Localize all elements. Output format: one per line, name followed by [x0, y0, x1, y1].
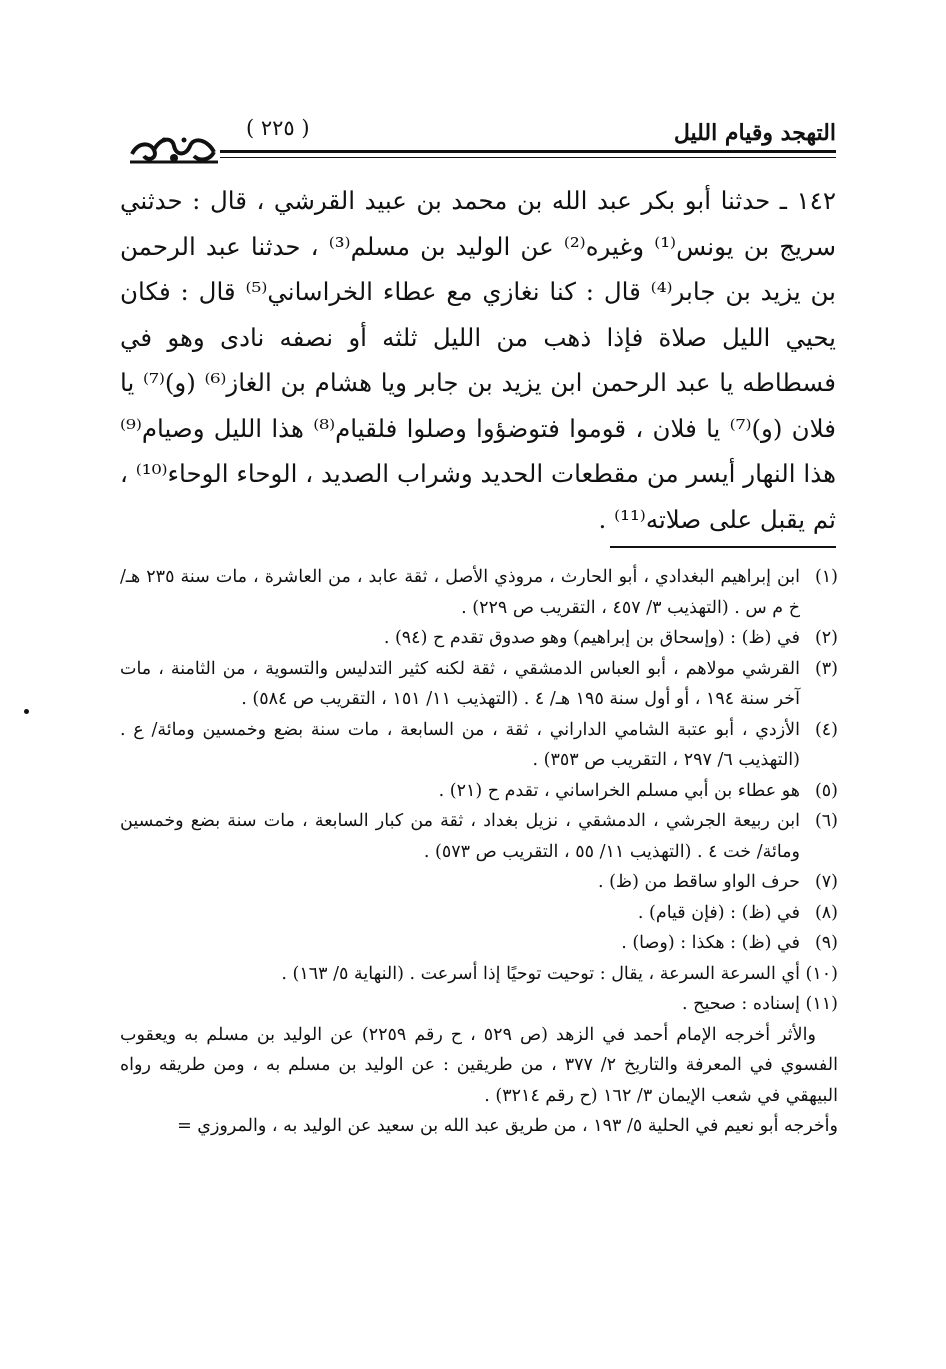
footnote-item: [120, 776, 838, 807]
footnote-number: (٢): [814, 628, 838, 648]
footnote-number: (٣): [814, 658, 838, 679]
footnote-item: [120, 715, 838, 776]
footnote-number: (٦): [814, 811, 838, 831]
footnote-text: هو عطاء بن أبي مسلم الخراساني ، تقدم ح (٢١) .: [438, 780, 800, 801]
running-title: التهجد وقيام الليل: [673, 120, 836, 146]
header-rule-thin: [220, 157, 836, 158]
footnote-continuation: وأخرجه أبو نعيم في الحلية ٥/ ١٩٣ ، من طريق عبد الله بن سعيد عن الوليد به ، والمروزي =: [177, 1116, 838, 1136]
footnote-number: (١): [814, 567, 838, 587]
footnote-text: القرشي مولاهم ، أبو العباس الدمشقي ، ثقة لكنه كثير التدليس والتسوية ، من الثامنة ، مات آخر سنة ١٩٤ ، أو أول سنة ١٩٥ هـ/ ٤ . (التهذيب ١١/ ١٥١ ، التقريب ص ٥٨٤) .: [120, 658, 800, 709]
footnote-number: (٤): [814, 719, 838, 740]
footnote-text: حرف الواو ساقط من (ظ) .: [597, 872, 800, 892]
footnote-text: ابن إبراهيم البغدادي ، أبو الحارث ، مروذي الأصل ، ثقة عابد ، من العاشرة ، مات سنة ٢٣٥ هـ/ خ م س . (التهذيب ٣/ ٤٥٧ ، التقريب ص ٢٢٩) .: [120, 567, 800, 618]
footnote-number: (١١): [805, 994, 838, 1014]
footnote-item: [120, 928, 838, 959]
footnote-text: في (ظ) : (وإسحاق بن إبراهيم) وهو صدوق تقدم ح (٩٤) .: [383, 628, 800, 648]
footnote-text: ابن ربيعة الجرشي ، الدمشقي ، نزيل بغداد ، ثقة من كبار السابعة ، مات سنة بضع وخمسين ومائة/ خت ٤ . (التهذيب ١١/ ٥٥ ، التقريب ص ٥٧٣) .: [120, 811, 800, 862]
footnote-text: إسناده : صحيح .: [682, 994, 800, 1014]
footnote-number: (٨): [814, 902, 838, 923]
footnote-item: [120, 867, 838, 898]
hadith-paragraph: ١٤٢ ـ حدثنا أبو بكر عبد الله بن محمد بن عبيد القرشي ، قال : حدثني سريج بن يونس⁽¹⁾ وغيره⁽²⁾ عن الوليد بن مسلم⁽³⁾ ، حدثنا عبد الرحمن بن يزيد بن جابر⁽⁴⁾ قال : كنا نغازي مع عطاء الخراساني⁽⁵⁾ قال : فكان يحيي الليل صلاة فإذا ذهب من الليل ثلثه أو نصفه نادى وهو في فسطاطه يا عبد الرحمن ابن يزيد بن جابر ويا هشام بن الغاز⁽⁶⁾ (و)⁽⁷⁾ يا فلان (و)⁽⁷⁾ يا فلان ، قوموا فتوضؤوا وصلوا فلقيام⁽⁸⁾ هذا الليل وصيام⁽⁹⁾ هذا النهار أيسر من مقطعات الحديد وشراب الصديد ، الوحاء الوحاء⁽¹⁰⁾ ، ثم يقبل على صلاته⁽¹¹⁾ .: [120, 186, 836, 534]
footnote-item: [120, 806, 838, 867]
footnote-item: [120, 989, 838, 1020]
page-header: [128, 112, 836, 172]
footnote-text: الأزدي ، أبو عتبة الشامي الداراني ، ثقة ، من السابعة ، مات سنة بضع وخمسين ومائة/ ع . (التهذيب ٦/ ٢٩٧ ، التقريب ص ٣٥٣) .: [120, 719, 800, 770]
footnote-item: [120, 623, 838, 654]
main-text: [120, 178, 836, 542]
footnote-item: [120, 562, 838, 623]
header-rule-thick: [220, 150, 836, 153]
footnote-continuation: والأثر أخرجه الإمام أحمد في الزهد (ص ٥٢٩ ، ح رقم ٢٢٥٩) عن الوليد بن مسلم به ويعقوب الفسوي في المعرفة والتاريخ ٢/ ٣٧٧ ، من طريقين : عن الوليد بن مسلم به ، ومن طريقه رواه البيهقي في شعب الإيمان ٣/ ١٦٢ (ح رقم ٣٢١٤) .: [120, 1024, 838, 1106]
margin-dot: [24, 709, 29, 714]
footnote-item: [120, 654, 838, 715]
footnote-number: (٥): [814, 780, 838, 801]
footnotes: [120, 562, 838, 1142]
footnote-number: (١٠): [805, 963, 838, 984]
footnote-text: في (ظ) : هكذا : (وصا) .: [621, 933, 800, 953]
footnote-separator: [610, 546, 836, 548]
footnote-text: في (ظ) : (فإن قيام) .: [637, 902, 800, 923]
footnote-item: [120, 959, 838, 990]
footnote-number: (٧): [814, 872, 838, 892]
footnote-item: [120, 898, 838, 929]
page-number: ( ٢٢٥ ): [246, 116, 310, 140]
floral-ornament-icon: [128, 124, 220, 168]
footnote-number: (٩): [814, 933, 838, 953]
footnote-text: أي السرعة السرعة ، يقال : توحيت توحيًا إذا أسرعت . (النهاية ٥/ ١٦٣) .: [281, 963, 800, 984]
